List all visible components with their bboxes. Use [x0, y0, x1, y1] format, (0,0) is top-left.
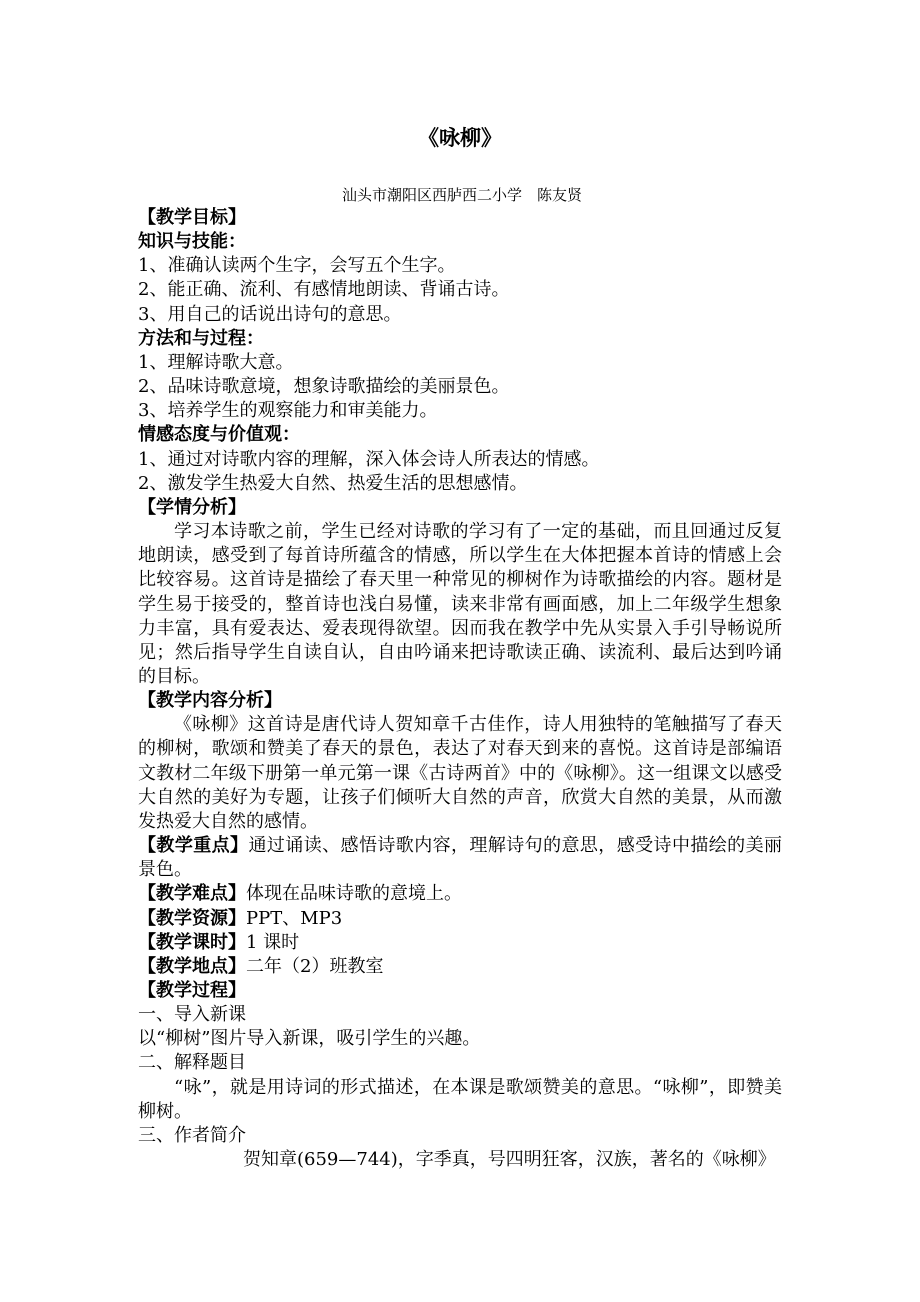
- subheading-knowledge: 知识与技能：: [138, 231, 246, 253]
- location-text: 二年（2）班教室: [246, 955, 384, 977]
- author-line: 汕头市潮阳区西胪西二小学 陈友贤: [341, 186, 582, 204]
- process-step-title: 二、解释题目: [138, 1052, 246, 1074]
- document-title: 《咏柳》: [418, 126, 502, 150]
- resources-heading: 【教学资源】: [138, 907, 246, 929]
- list-item: 3、用自己的话说出诗句的意思。: [138, 303, 402, 325]
- section-heading-goals: 【教学目标】: [138, 207, 246, 228]
- process-step-text: “咏”，就是用诗词的形式描述，在本课是歌颂赞美的意思。“咏柳”，即赞美柳树。: [138, 1076, 782, 1122]
- list-item: 2、能正确、流利、有感情地朗读、背诵古诗。: [138, 279, 510, 301]
- hours-text: 1 课时: [246, 931, 300, 953]
- section-heading-content-analysis: 【教学内容分析】: [138, 690, 282, 712]
- list-item: 1、通过对诗歌内容的理解，深入体会诗人所表达的情感。: [138, 448, 600, 470]
- subheading-emotion: 情感态度与价值观：: [138, 424, 300, 446]
- section-heading-student-analysis: 【学情分析】: [138, 496, 246, 518]
- difficulty-heading: 【教学难点】: [138, 883, 246, 905]
- resources-row: [138, 907, 782, 931]
- list-item: 1、准确认读两个生字，会写五个生字。: [138, 255, 456, 277]
- location-heading: 【教学地点】: [138, 955, 246, 977]
- process-step-text: 以“柳树”图片导入新课，吸引学生的兴趣。: [138, 1028, 481, 1050]
- difficulty-row: [138, 882, 782, 906]
- key-point-heading: 【教学重点】: [138, 835, 249, 857]
- location-row: [138, 955, 782, 979]
- resources-text: PPT、MP3: [246, 907, 343, 929]
- difficulty-text: 体现在品味诗歌的意境上。: [246, 883, 462, 905]
- process-step-text: 贺知章(659—744)，字季真，号四明狂客，汉族，著名的《咏柳》: [243, 1149, 776, 1171]
- document-body: [138, 206, 782, 1172]
- hours-row: [138, 931, 782, 955]
- key-point-row: [138, 834, 782, 882]
- key-point-text: 通过诵读、感悟诗歌内容，理解诗句的意思，感受诗中描绘的美丽景色。: [138, 835, 783, 881]
- process-step-title: 一、导入新课: [138, 1004, 246, 1026]
- content-analysis-paragraph: 《咏柳》这首诗是唐代诗人贺知章千古佳作，诗人用独特的笔触描写了春天的柳树，歌颂和赞美了春天的景色，表达了对春天到来的喜悦。这首诗是部编语文教材二年级下册第一单元第一课《古诗两首》中的《咏柳》。这一组课文以感受大自然的美好为专题，让孩子们倾听大自然的声音，欣赏大自然的美景，从而激发热爱大自然的感情。: [138, 714, 782, 832]
- process-step-title: 三、作者简介: [138, 1124, 246, 1146]
- list-item: 2、品味诗歌意境，想象诗歌描绘的美丽景色。: [138, 376, 510, 398]
- list-item: 1、理解诗歌大意。: [138, 351, 294, 373]
- section-heading-process: 【教学过程】: [138, 980, 246, 1001]
- subheading-method: 方法和与过程：: [138, 327, 264, 349]
- hours-heading: 【教学课时】: [138, 931, 246, 953]
- list-item: 2、激发学生热爱大自然、热爱生活的思想感情。: [138, 472, 528, 494]
- list-item: 3、培养学生的观察能力和审美能力。: [138, 400, 438, 422]
- student-analysis-paragraph: 学习本诗歌之前，学生已经对诗歌的学习有了一定的基础，而且回通过反复地朗读，感受到了每首诗所蕴含的情感，所以学生在大体把握本首诗的情感上会比较容易。这首诗是描绘了春天里一种常见的柳树作为诗歌描绘的内容。题材是学生易于接受的，整首诗也浅白易懂，读来非常有画面感，加上二年级学生想象力丰富，具有爱表达、爱表现得欲望。因而我在教学中先从实景入手引导畅说所见；然后指导学生自读自认，自由吟诵来把诗歌读正确、读流利、最后达到吟诵的目标。: [138, 521, 782, 687]
